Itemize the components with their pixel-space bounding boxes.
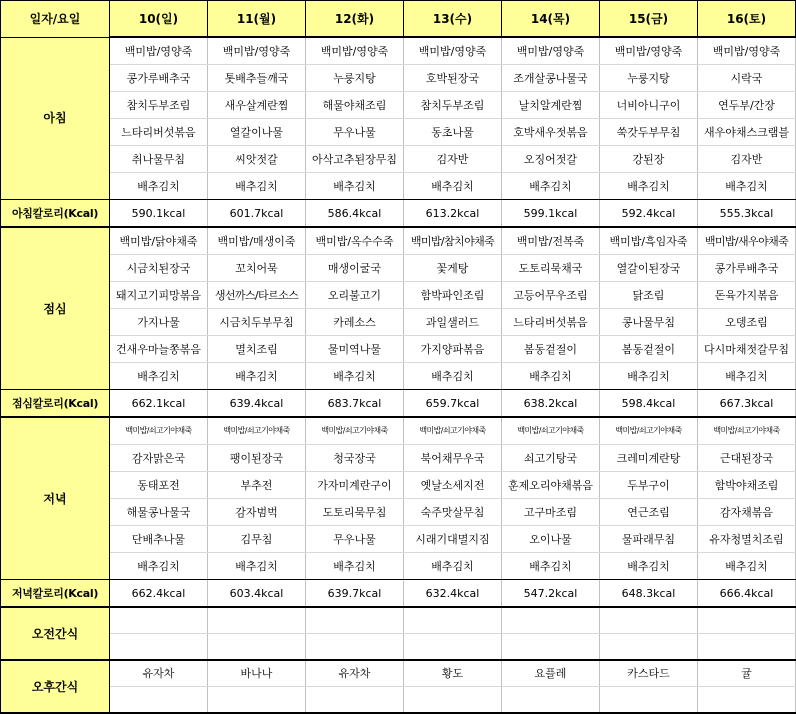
dinner-row <box>1 526 796 553</box>
lunch-row <box>1 336 796 363</box>
dinner-label: 저녁 <box>1 417 110 580</box>
dinner-calorie-value: 603.4kcal <box>208 580 306 608</box>
dinner-menu-item: 백미밥/쇠고기야채죽 <box>404 417 502 445</box>
dinner-menu-item: 무우나물 <box>306 526 404 553</box>
breakfast-menu-item: 조개살콩나물국 <box>502 65 600 92</box>
breakfast-row <box>1 146 796 173</box>
morning-snack-item <box>208 607 306 634</box>
morning-snack-item <box>306 634 404 661</box>
breakfast-menu-item: 백미밥/영양죽 <box>306 37 404 65</box>
lunch-menu-item: 배추김치 <box>404 363 502 390</box>
dinner-row <box>1 472 796 499</box>
dinner-menu-item: 쇠고기탕국 <box>502 445 600 472</box>
breakfast-menu-item: 콩가루배추국 <box>110 65 208 92</box>
dinner-menu-item: 연근조림 <box>600 499 698 526</box>
lunch-menu-item: 백미밥/전복죽 <box>502 227 600 255</box>
dinner-calorie-value: 632.4kcal <box>404 580 502 608</box>
morning-snack-item <box>208 634 306 661</box>
lunch-row <box>1 282 796 309</box>
header-row <box>1 1 796 38</box>
dinner-menu-item: 부추전 <box>208 472 306 499</box>
dinner-calorie-row <box>1 580 796 608</box>
morning-snack-row <box>1 634 796 661</box>
dinner-menu-item: 동태포전 <box>110 472 208 499</box>
dinner-menu-item: 백미밥/쇠고기야채죽 <box>208 417 306 445</box>
lunch-menu-item: 배추김치 <box>600 363 698 390</box>
dinner-menu-item: 백미밥/쇠고기야채죽 <box>110 417 208 445</box>
breakfast-menu-item: 동초나물 <box>404 119 502 146</box>
dinner-menu-item: 근대된장국 <box>698 445 796 472</box>
dinner-menu-item: 감자범벅 <box>208 499 306 526</box>
breakfast-menu-item: 누룽지탕 <box>306 65 404 92</box>
lunch-menu-item: 매생이굴국 <box>306 255 404 282</box>
dinner-menu-item: 배추김치 <box>600 553 698 580</box>
dinner-menu-item: 크레미계란탕 <box>600 445 698 472</box>
afternoon-snack-item: 요플레 <box>502 660 600 687</box>
lunch-menu-item: 배추김치 <box>110 363 208 390</box>
morning-snack-item <box>698 607 796 634</box>
dinner-menu-item: 유자청멸치조림 <box>698 526 796 553</box>
breakfast-menu-item: 배추김치 <box>306 173 404 200</box>
dinner-menu-item: 백미밥/쇠고기야채죽 <box>600 417 698 445</box>
dinner-menu-item: 오이나물 <box>502 526 600 553</box>
dinner-menu-item: 훈제오리야채볶음 <box>502 472 600 499</box>
lunch-menu-item: 카레소스 <box>306 309 404 336</box>
lunch-calorie-value: 598.4kcal <box>600 390 698 418</box>
day-header: 12(화) <box>306 1 404 38</box>
morning-snack-item <box>698 634 796 661</box>
dinner-row <box>1 499 796 526</box>
dinner-menu-item: 배추김치 <box>208 553 306 580</box>
dinner-calorie-value: 547.2kcal <box>502 580 600 608</box>
day-header: 10(일) <box>110 1 208 38</box>
afternoon-snack-row <box>1 660 796 687</box>
morning-snack-item <box>600 607 698 634</box>
dinner-row <box>1 553 796 580</box>
lunch-row <box>1 227 796 255</box>
lunch-menu-item: 배추김치 <box>208 363 306 390</box>
breakfast-menu-item: 호박새우젓볶음 <box>502 119 600 146</box>
afternoon-snack-item <box>208 687 306 714</box>
breakfast-calorie-value: 613.2kcal <box>404 200 502 228</box>
lunch-menu-item: 시금치된장국 <box>110 255 208 282</box>
lunch-menu-item: 백미밥/닭야채죽 <box>110 227 208 255</box>
afternoon-snack-item: 유자차 <box>110 660 208 687</box>
breakfast-menu-item: 시락국 <box>698 65 796 92</box>
breakfast-menu-item: 연두부/간장 <box>698 92 796 119</box>
breakfast-menu-item: 김자반 <box>404 146 502 173</box>
breakfast-menu-item: 쑥갓두부무침 <box>600 119 698 146</box>
morning-snack-row <box>1 607 796 634</box>
lunch-menu-item: 배추김치 <box>698 363 796 390</box>
dinner-menu-item: 옛날소세지전 <box>404 472 502 499</box>
breakfast-calorie-value: 555.3kcal <box>698 200 796 228</box>
breakfast-menu-item: 배추김치 <box>208 173 306 200</box>
breakfast-calorie-label: 아침칼로리(Kcal) <box>1 200 110 228</box>
breakfast-menu-item: 김자반 <box>698 146 796 173</box>
dinner-row <box>1 417 796 445</box>
breakfast-row <box>1 173 796 200</box>
breakfast-row <box>1 92 796 119</box>
dinner-calorie-value: 648.3kcal <box>600 580 698 608</box>
meal-body <box>1 37 796 713</box>
lunch-menu-item: 도토리묵채국 <box>502 255 600 282</box>
dinner-menu-item: 북어채무우국 <box>404 445 502 472</box>
morning-snack-item <box>404 607 502 634</box>
lunch-menu-item: 백미밥/흑임자죽 <box>600 227 698 255</box>
lunch-menu-item: 시금치두부무침 <box>208 309 306 336</box>
lunch-label: 점심 <box>1 227 110 390</box>
dinner-menu-item: 배추김치 <box>404 553 502 580</box>
lunch-menu-item: 콩나물무침 <box>600 309 698 336</box>
breakfast-menu-item: 강된장 <box>600 146 698 173</box>
dinner-menu-item: 함박야채조림 <box>698 472 796 499</box>
afternoon-snack-label: 오후간식 <box>1 660 110 713</box>
lunch-menu-item: 꼬치어묵 <box>208 255 306 282</box>
dinner-menu-item: 해물콩나물국 <box>110 499 208 526</box>
dinner-menu-item: 숙주맛살무침 <box>404 499 502 526</box>
lunch-menu-item: 고등어무우조림 <box>502 282 600 309</box>
breakfast-menu-item: 백미밥/영양죽 <box>404 37 502 65</box>
breakfast-menu-item: 오징어젓갈 <box>502 146 600 173</box>
lunch-menu-item: 봄동겉절이 <box>600 336 698 363</box>
dinner-calorie-label: 저녁칼로리(Kcal) <box>1 580 110 608</box>
lunch-menu-item: 가지나물 <box>110 309 208 336</box>
dinner-calorie-value: 639.7kcal <box>306 580 404 608</box>
lunch-calorie-row <box>1 390 796 418</box>
lunch-menu-item: 꽃게탕 <box>404 255 502 282</box>
afternoon-snack-item <box>502 687 600 714</box>
afternoon-snack-item <box>600 687 698 714</box>
breakfast-row <box>1 37 796 65</box>
afternoon-snack-item: 황도 <box>404 660 502 687</box>
lunch-menu-item: 물미역나물 <box>306 336 404 363</box>
breakfast-menu-item: 느타리버섯볶음 <box>110 119 208 146</box>
lunch-menu-item: 함박파인조림 <box>404 282 502 309</box>
lunch-menu-item: 백미밥/참치야채죽 <box>404 227 502 255</box>
breakfast-label: 아침 <box>1 37 110 200</box>
dinner-menu-item: 백미밥/쇠고기야채죽 <box>502 417 600 445</box>
lunch-row <box>1 255 796 282</box>
breakfast-menu-item: 참치두부조림 <box>110 92 208 119</box>
dinner-menu-item: 팽이된장국 <box>208 445 306 472</box>
dinner-menu-item: 백미밥/쇠고기야채죽 <box>698 417 796 445</box>
lunch-menu-item: 배추김치 <box>502 363 600 390</box>
breakfast-menu-item: 참치두부조림 <box>404 92 502 119</box>
morning-snack-item <box>600 634 698 661</box>
breakfast-calorie-row <box>1 200 796 228</box>
breakfast-menu-item: 백미밥/영양죽 <box>110 37 208 65</box>
breakfast-menu-item: 해물야채조림 <box>306 92 404 119</box>
lunch-menu-item: 콩가루배추국 <box>698 255 796 282</box>
morning-snack-item <box>110 607 208 634</box>
breakfast-menu-item: 새우야채스크램블 <box>698 119 796 146</box>
lunch-menu-item: 느타리버섯볶음 <box>502 309 600 336</box>
morning-snack-item <box>502 607 600 634</box>
dinner-menu-item: 배추김치 <box>306 553 404 580</box>
afternoon-snack-item <box>306 687 404 714</box>
breakfast-menu-item: 백미밥/영양죽 <box>502 37 600 65</box>
lunch-calorie-value: 639.4kcal <box>208 390 306 418</box>
breakfast-menu-item: 누룽지탕 <box>600 65 698 92</box>
breakfast-calorie-value: 599.1kcal <box>502 200 600 228</box>
dinner-menu-item: 김무침 <box>208 526 306 553</box>
day-header: 15(금) <box>600 1 698 38</box>
lunch-menu-item: 돈육가지볶음 <box>698 282 796 309</box>
dinner-menu-item: 고구마조림 <box>502 499 600 526</box>
afternoon-snack-item: 바나나 <box>208 660 306 687</box>
breakfast-menu-item: 너비아니구이 <box>600 92 698 119</box>
breakfast-menu-item: 백미밥/영양죽 <box>600 37 698 65</box>
morning-snack-item <box>404 634 502 661</box>
afternoon-snack-item: 카스타드 <box>600 660 698 687</box>
breakfast-menu-item: 백미밥/영양죽 <box>208 37 306 65</box>
lunch-menu-item: 돼지고기피망볶음 <box>110 282 208 309</box>
afternoon-snack-item <box>698 687 796 714</box>
breakfast-calorie-value: 592.4kcal <box>600 200 698 228</box>
afternoon-snack-item: 유자차 <box>306 660 404 687</box>
dinner-menu-item: 도토리묵무침 <box>306 499 404 526</box>
breakfast-menu-item: 씨앗젓갈 <box>208 146 306 173</box>
breakfast-menu-item: 열갈이나물 <box>208 119 306 146</box>
breakfast-menu-item: 무우나물 <box>306 119 404 146</box>
breakfast-menu-item: 백미밥/영양죽 <box>698 37 796 65</box>
breakfast-menu-item: 톳배추들깨국 <box>208 65 306 92</box>
dinner-calorie-value: 662.4kcal <box>110 580 208 608</box>
lunch-calorie-value: 667.3kcal <box>698 390 796 418</box>
day-header: 14(목) <box>502 1 600 38</box>
breakfast-menu-item: 배추김치 <box>698 173 796 200</box>
lunch-menu-item: 다시마채젓갈무침 <box>698 336 796 363</box>
lunch-menu-item: 백미밥/옥수수죽 <box>306 227 404 255</box>
afternoon-snack-item: 귤 <box>698 660 796 687</box>
lunch-calorie-label: 점심칼로리(Kcal) <box>1 390 110 418</box>
lunch-menu-item: 오리불고기 <box>306 282 404 309</box>
dinner-menu-item: 가자미계란구이 <box>306 472 404 499</box>
afternoon-snack-item <box>404 687 502 714</box>
lunch-calorie-value: 662.1kcal <box>110 390 208 418</box>
dinner-menu-item: 감자채볶음 <box>698 499 796 526</box>
breakfast-menu-item: 날치알계란찜 <box>502 92 600 119</box>
breakfast-menu-item: 아삭고추된장무침 <box>306 146 404 173</box>
day-header: 13(수) <box>404 1 502 38</box>
dinner-menu-item: 감자맑은국 <box>110 445 208 472</box>
date-weekday-header: 일자/요일 <box>1 1 110 38</box>
lunch-menu-item: 백미밥/새우야채죽 <box>698 227 796 255</box>
dinner-row <box>1 445 796 472</box>
lunch-menu-item: 생선까스/타르소스 <box>208 282 306 309</box>
lunch-menu-item: 건새우마늘쫑볶음 <box>110 336 208 363</box>
lunch-row <box>1 309 796 336</box>
lunch-menu-item: 열갈이된장국 <box>600 255 698 282</box>
dinner-menu-item: 물파래무침 <box>600 526 698 553</box>
breakfast-menu-item: 배추김치 <box>110 173 208 200</box>
breakfast-row <box>1 65 796 92</box>
breakfast-menu-item: 배추김치 <box>600 173 698 200</box>
afternoon-snack-item <box>110 687 208 714</box>
dinner-menu-item: 배추김치 <box>698 553 796 580</box>
day-header: 16(토) <box>698 1 796 38</box>
lunch-menu-item: 멸치조림 <box>208 336 306 363</box>
lunch-menu-item: 닭조림 <box>600 282 698 309</box>
lunch-menu-item: 가지양파볶음 <box>404 336 502 363</box>
dinner-menu-item: 시래기대멸지짐 <box>404 526 502 553</box>
lunch-menu-item: 배추김치 <box>306 363 404 390</box>
lunch-calorie-value: 638.2kcal <box>502 390 600 418</box>
breakfast-menu-item: 배추김치 <box>502 173 600 200</box>
breakfast-menu-item: 배추김치 <box>404 173 502 200</box>
breakfast-calorie-value: 586.4kcal <box>306 200 404 228</box>
dinner-menu-item: 두부구이 <box>600 472 698 499</box>
lunch-calorie-value: 659.7kcal <box>404 390 502 418</box>
breakfast-row <box>1 119 796 146</box>
lunch-menu-item: 과일샐러드 <box>404 309 502 336</box>
breakfast-calorie-value: 590.1kcal <box>110 200 208 228</box>
breakfast-menu-item: 새우살계란찜 <box>208 92 306 119</box>
dinner-menu-item: 배추김치 <box>110 553 208 580</box>
morning-snack-label: 오전간식 <box>1 607 110 660</box>
lunch-menu-item: 백미밥/매생이죽 <box>208 227 306 255</box>
breakfast-calorie-value: 601.7kcal <box>208 200 306 228</box>
breakfast-menu-item: 취나물무침 <box>110 146 208 173</box>
breakfast-menu-item: 호박된장국 <box>404 65 502 92</box>
lunch-calorie-value: 683.7kcal <box>306 390 404 418</box>
dinner-menu-item: 단배추나물 <box>110 526 208 553</box>
morning-snack-item <box>502 634 600 661</box>
morning-snack-item <box>110 634 208 661</box>
day-header: 11(월) <box>208 1 306 38</box>
dinner-calorie-value: 666.4kcal <box>698 580 796 608</box>
dinner-menu-item: 배추김치 <box>502 553 600 580</box>
dinner-menu-item: 백미밥/쇠고기야채죽 <box>306 417 404 445</box>
afternoon-snack-row <box>1 687 796 714</box>
lunch-row <box>1 363 796 390</box>
lunch-menu-item: 봄동겉절이 <box>502 336 600 363</box>
lunch-menu-item: 오뎅조림 <box>698 309 796 336</box>
dinner-menu-item: 청국장국 <box>306 445 404 472</box>
morning-snack-item <box>306 607 404 634</box>
